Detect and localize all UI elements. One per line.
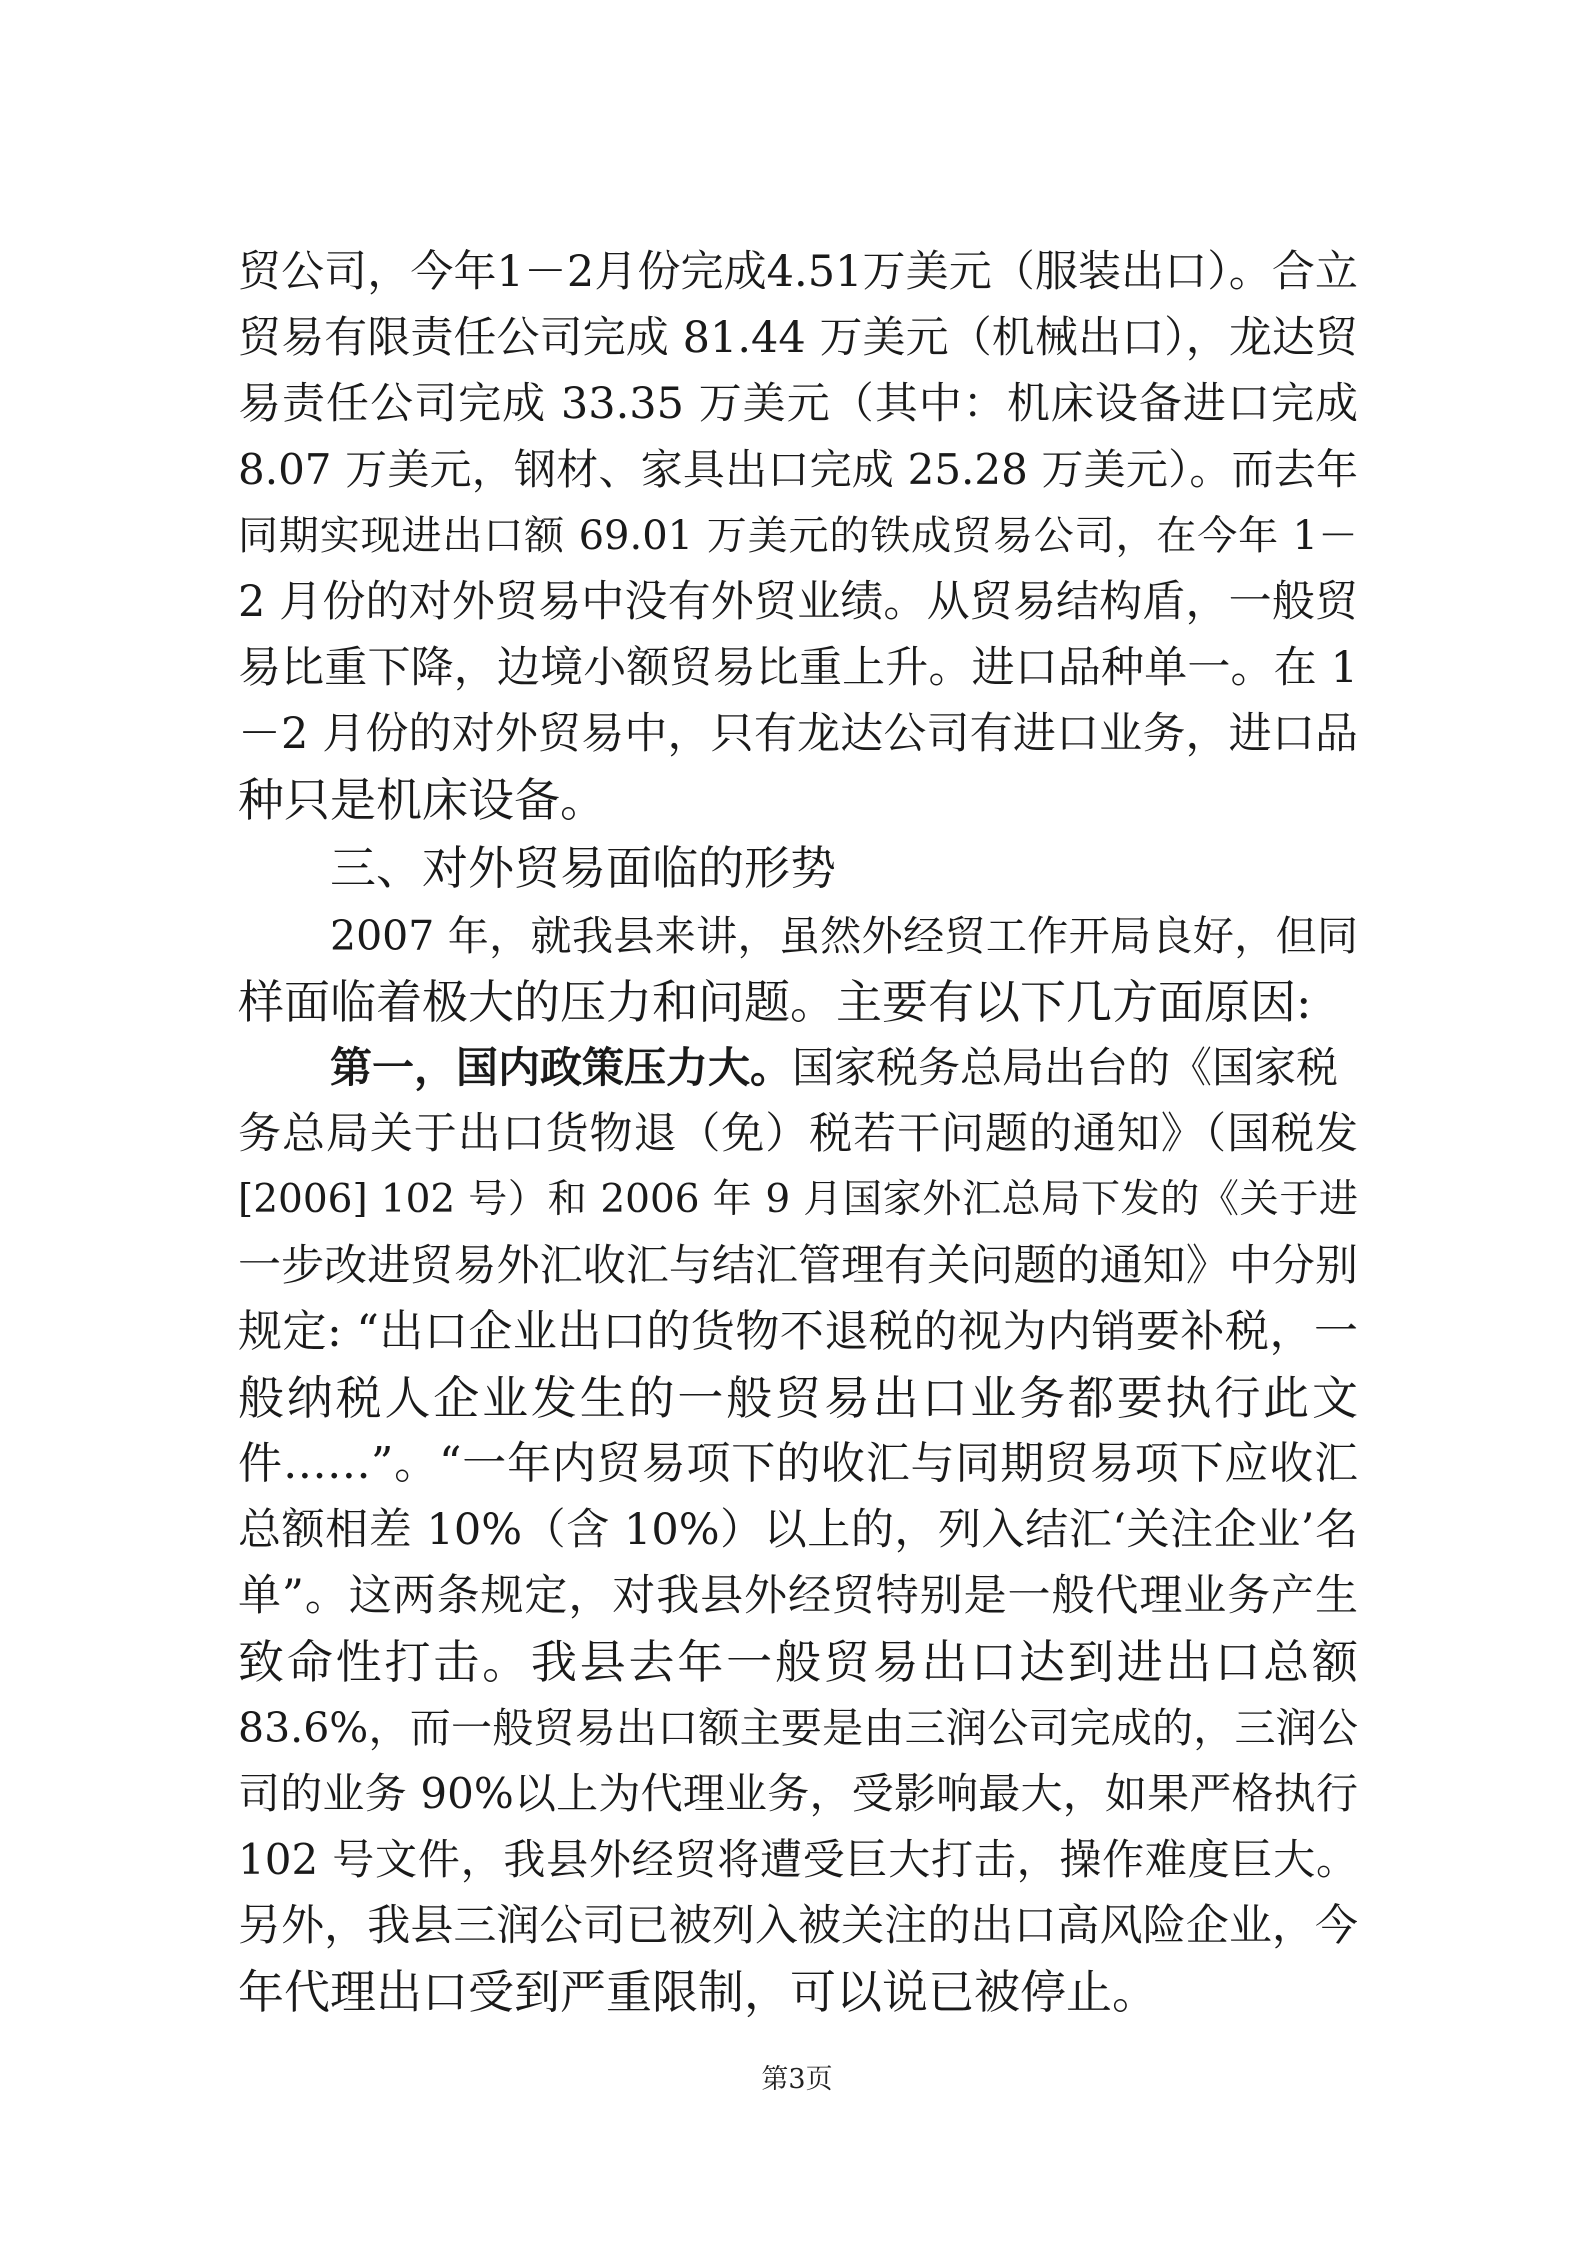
body-line: 种只是机床设备。 (238, 773, 606, 827)
body-line: 司的业务 90%以上为代理业务，受影响最大，如果严格执行 (238, 1769, 1358, 1818)
body-text: 国家税务总局出台的《国家税 (792, 1043, 1339, 1092)
body-line: 单”。这两条规定，对我县外经贸特别是一般代理业务产生 (238, 1571, 1358, 1621)
body-line: 年代理出口受到严重限制，可以说已被停止。 (238, 1965, 1158, 2019)
body-line: 贸易有限责任公司完成 81.44 万美元（机械出口），龙达贸 (238, 313, 1358, 363)
body-line: 贸公司，今年1－2月份完成4.51万美元（服装出口）。合立 (238, 247, 1358, 297)
body-line: 易比重下降，边境小额贸易比重上升。进口品种单一。在 1 (238, 643, 1358, 693)
body-line-with-lead (330, 1036, 1358, 1100)
body-line: 2 月份的对外贸易中没有外贸业绩。从贸易结构盾，一般贸 (238, 577, 1358, 627)
section-heading: 三、对外贸易面临的形势 (330, 841, 836, 895)
body-line: 一步改进贸易外汇收汇与结汇管理有关问题的通知》中分别 (238, 1241, 1358, 1291)
body-line: 同期实现进出口额 69.01 万美元的铁成贸易公司，在今年 1－ (238, 513, 1358, 559)
body-line: 件……”。“一年内贸易项下的收汇与同期贸易项下应收汇 (238, 1438, 1358, 1489)
body-line: 样面临着极大的压力和问题。主要有以下几方面原因: (238, 975, 1312, 1029)
bold-lead-text: 第一，国内政策压力大。 (330, 1043, 793, 1092)
body-line: 总额相差 10%（含 10%）以上的，列入结汇‘关注企业’名 (238, 1505, 1358, 1555)
body-line: 致命性打击。我县去年一般贸易出口达到进出口总额 (238, 1635, 1358, 1689)
body-line: 般纳税人企业发生的一般贸易出口业务都要执行此文 (238, 1371, 1358, 1425)
body-line: 8.07 万美元，钢材、家具出口完成 25.28 万美元）。而去年 (238, 445, 1358, 494)
body-line: 83.6%，而一般贸易出口额主要是由三润公司完成的，三润公 (238, 1704, 1358, 1752)
body-line: 易责任公司完成 33.35 万美元（其中：机床设备进口完成 (238, 379, 1358, 429)
page-number: 第3页 (761, 2064, 833, 2095)
body-line: 务总局关于出口货物退（免）税若干问题的通知》（国税发 (238, 1109, 1358, 1159)
body-line: [2006] 102 号）和 2006 年 9 月国家外汇总局下发的《关于进 (238, 1177, 1358, 1222)
body-line: 2007 年，就我县来讲，虽然外经贸工作开局良好，但同 (330, 912, 1358, 960)
body-line: －2 月份的对外贸易中，只有龙达公司有进口业务，进口品 (238, 709, 1358, 759)
body-line: 另外，我县三润公司已被列入被关注的出口高风险企业，今 (238, 1901, 1358, 1951)
body-line: 102 号文件，我县外经贸将遭受巨大打击，操作难度巨大。 (238, 1835, 1358, 1884)
body-line: 规定: “出口企业出口的货物不退税的视为内销要补税，一 (238, 1306, 1358, 1357)
